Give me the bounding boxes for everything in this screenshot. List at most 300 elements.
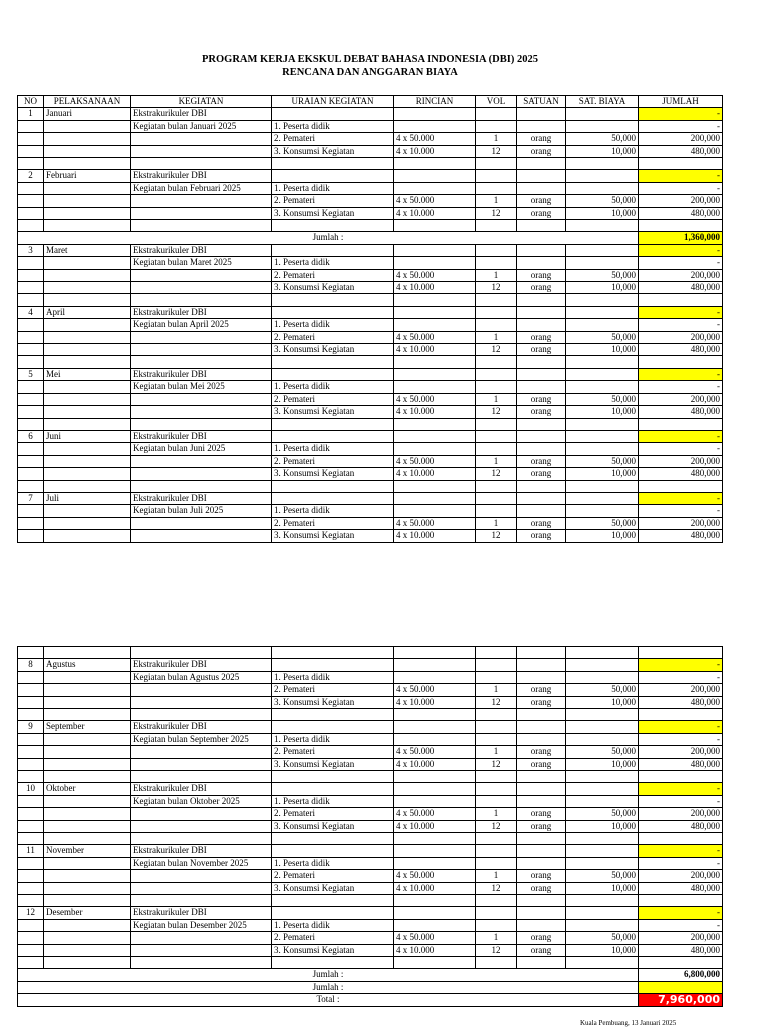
table-row-item (18, 820, 723, 832)
vol-cell: 1 (476, 195, 517, 207)
empty-cell (18, 220, 44, 232)
empty-cell (394, 430, 476, 442)
table-row-item (18, 406, 723, 418)
satuan-cell: orang (517, 145, 566, 157)
kegiatan-desc (131, 468, 272, 480)
table-row-month-header (18, 108, 723, 120)
month-name: Juni (44, 430, 131, 442)
empty-cell (131, 771, 272, 783)
empty-cell (639, 220, 723, 232)
uraian-cell: 2. Pemateri (272, 808, 394, 820)
vol-cell (476, 443, 517, 455)
table-row-month-header (18, 244, 723, 256)
column-header: SATUAN (517, 96, 566, 108)
empty-cell (44, 120, 131, 132)
jumlah-cell: 200,000 (639, 808, 723, 820)
empty-cell (272, 294, 394, 306)
vol-cell: 1 (476, 331, 517, 343)
empty-cell (394, 647, 476, 659)
rincian-cell: 4 x 10.000 (394, 282, 476, 294)
jumlah-cell: 480,000 (639, 944, 723, 956)
empty-cell (639, 647, 723, 659)
biaya-cell: 50,000 (566, 746, 639, 758)
uraian-cell: 3. Konsumsi Kegiatan (272, 530, 394, 542)
empty-cell (44, 771, 131, 783)
empty-cell (44, 331, 131, 343)
kegiatan-desc (131, 195, 272, 207)
uraian-cell: 1. Peserta didik (272, 671, 394, 683)
empty-cell (517, 709, 566, 721)
kegiatan-desc: Kegiatan bulan November 2025 (131, 857, 272, 869)
doc-title: PROGRAM KERJA EKSKUL DEBAT BAHASA INDONESIA (DBI) 2025 (202, 54, 538, 65)
vol-cell: 12 (476, 207, 517, 219)
column-header: RINCIAN (394, 96, 476, 108)
jumlah-highlight: - (639, 170, 723, 182)
satuan-cell: orang (517, 530, 566, 542)
empty-cell (476, 480, 517, 492)
empty-cell (517, 659, 566, 671)
jumlah-cell: 480,000 (639, 468, 723, 480)
table-row-item (18, 319, 723, 331)
empty-cell (476, 647, 517, 659)
kegiatan-desc (131, 331, 272, 343)
jumlah-cell: 200,000 (639, 195, 723, 207)
table-row-item (18, 671, 723, 683)
empty-cell (272, 244, 394, 256)
table-row-empty (18, 647, 723, 659)
kegiatan-desc: Kegiatan bulan Maret 2025 (131, 257, 272, 269)
empty-cell (394, 220, 476, 232)
month-name: Januari (44, 108, 131, 120)
kegiatan-desc (131, 145, 272, 157)
kegiatan-desc (131, 406, 272, 418)
empty-cell (272, 480, 394, 492)
empty-cell (272, 659, 394, 671)
empty-cell (566, 709, 639, 721)
empty-cell (566, 771, 639, 783)
empty-cell (639, 480, 723, 492)
empty-cell (394, 306, 476, 318)
rincian-cell: 4 x 10.000 (394, 207, 476, 219)
empty-cell (18, 133, 44, 145)
empty-cell (394, 895, 476, 907)
empty-cell (476, 294, 517, 306)
empty-cell (44, 418, 131, 430)
uraian-cell: 3. Konsumsi Kegiatan (272, 758, 394, 770)
uraian-cell: 3. Konsumsi Kegiatan (272, 406, 394, 418)
satuan-cell (517, 319, 566, 331)
satuan-cell: orang (517, 820, 566, 832)
empty-cell (394, 368, 476, 380)
empty-cell (18, 282, 44, 294)
rincian-cell: 4 x 50.000 (394, 684, 476, 696)
empty-cell (18, 919, 44, 931)
empty-cell (18, 480, 44, 492)
row-number: 4 (18, 306, 44, 318)
empty-cell (476, 306, 517, 318)
biaya-cell: 50,000 (566, 455, 639, 467)
empty-cell (566, 895, 639, 907)
month-name: Maret (44, 244, 131, 256)
empty-cell (394, 771, 476, 783)
empty-cell (44, 443, 131, 455)
kegiatan-desc (131, 517, 272, 529)
vol-cell: 1 (476, 269, 517, 281)
rincian-cell: 4 x 50.000 (394, 808, 476, 820)
kegiatan-desc: Kegiatan bulan April 2025 (131, 319, 272, 331)
vol-cell: 12 (476, 882, 517, 894)
table-row-empty (18, 294, 723, 306)
table-row-empty (18, 356, 723, 368)
empty-cell (394, 957, 476, 969)
empty-cell (44, 145, 131, 157)
empty-cell (394, 418, 476, 430)
empty-cell (18, 709, 44, 721)
rincian-cell: 4 x 10.000 (394, 882, 476, 894)
table-row-item (18, 145, 723, 157)
kegiatan-desc (131, 393, 272, 405)
jumlah-cell: - (639, 857, 723, 869)
empty-cell (44, 919, 131, 931)
table-row-item (18, 733, 723, 745)
empty-cell (44, 758, 131, 770)
empty-cell (44, 133, 131, 145)
uraian-cell: 3. Konsumsi Kegiatan (272, 882, 394, 894)
empty-cell (394, 294, 476, 306)
rincian-cell: 4 x 10.000 (394, 696, 476, 708)
biaya-cell (566, 381, 639, 393)
jumlah-cell: - (639, 257, 723, 269)
jumlah-highlight: - (639, 721, 723, 733)
empty-cell (566, 833, 639, 845)
satuan-cell (517, 182, 566, 194)
rincian-cell: 4 x 10.000 (394, 758, 476, 770)
empty-cell (44, 684, 131, 696)
empty-cell (18, 182, 44, 194)
table-row-item (18, 808, 723, 820)
uraian-cell: 2. Pemateri (272, 195, 394, 207)
empty-cell (566, 158, 639, 170)
column-header: KEGIATAN (131, 96, 272, 108)
uraian-cell: 3. Konsumsi Kegiatan (272, 944, 394, 956)
empty-cell (18, 120, 44, 132)
vol-cell: 12 (476, 406, 517, 418)
uraian-cell: 2. Pemateri (272, 455, 394, 467)
rincian-cell: 4 x 50.000 (394, 932, 476, 944)
empty-cell (131, 158, 272, 170)
table-row-item (18, 443, 723, 455)
table-row-item (18, 919, 723, 931)
empty-cell (566, 430, 639, 442)
table-row-item (18, 331, 723, 343)
vol-cell: 12 (476, 344, 517, 356)
rincian-cell: 4 x 10.000 (394, 820, 476, 832)
empty-cell (272, 418, 394, 430)
kegiatan-desc (131, 808, 272, 820)
jumlah-highlight: - (639, 845, 723, 857)
empty-cell (517, 647, 566, 659)
biaya-cell (566, 857, 639, 869)
kegiatan-desc (131, 455, 272, 467)
column-header: URAIAN KEGIATAN (272, 96, 394, 108)
kegiatan-title: Ekstrakurikuler DBI (131, 492, 272, 504)
empty-cell (566, 244, 639, 256)
empty-cell (272, 833, 394, 845)
empty-cell (476, 418, 517, 430)
empty-cell (476, 783, 517, 795)
subtotal-row-empty (18, 981, 723, 993)
table-row-empty (18, 480, 723, 492)
empty-cell (18, 530, 44, 542)
kegiatan-desc (131, 746, 272, 758)
biaya-cell: 50,000 (566, 808, 639, 820)
kegiatan-desc: Kegiatan bulan Februari 2025 (131, 182, 272, 194)
empty-cell (566, 220, 639, 232)
empty-cell (272, 907, 394, 919)
row-number: 6 (18, 430, 44, 442)
jumlah-cell: - (639, 443, 723, 455)
vol-cell (476, 671, 517, 683)
empty-cell (18, 895, 44, 907)
rincian-cell (394, 505, 476, 517)
month-name: Mei (44, 368, 131, 380)
empty-cell (517, 430, 566, 442)
biaya-cell: 50,000 (566, 870, 639, 882)
uraian-cell: 3. Konsumsi Kegiatan (272, 282, 394, 294)
vol-cell: 1 (476, 455, 517, 467)
month-name: September (44, 721, 131, 733)
empty-cell (44, 808, 131, 820)
jumlah-cell: 480,000 (639, 344, 723, 356)
jumlah-cell: 200,000 (639, 331, 723, 343)
jumlah-cell: 480,000 (639, 882, 723, 894)
satuan-cell: orang (517, 468, 566, 480)
empty-cell (131, 647, 272, 659)
empty-cell (44, 220, 131, 232)
jumlah-highlight: - (639, 492, 723, 504)
empty-cell (566, 418, 639, 430)
kegiatan-title: Ekstrakurikuler DBI (131, 721, 272, 733)
total-label: Jumlah : (18, 232, 639, 244)
uraian-cell: 2. Pemateri (272, 393, 394, 405)
satuan-cell: orang (517, 393, 566, 405)
month-name: Juli (44, 492, 131, 504)
vol-cell (476, 733, 517, 745)
total-value (639, 981, 723, 993)
empty-cell (517, 294, 566, 306)
empty-cell (476, 833, 517, 845)
jumlah-cell: 200,000 (639, 269, 723, 281)
empty-cell (566, 907, 639, 919)
biaya-cell: 50,000 (566, 932, 639, 944)
empty-cell (272, 492, 394, 504)
satuan-cell: orang (517, 517, 566, 529)
satuan-cell: orang (517, 133, 566, 145)
empty-cell (566, 957, 639, 969)
jumlah-highlight: - (639, 306, 723, 318)
empty-cell (44, 393, 131, 405)
vol-cell (476, 182, 517, 194)
vol-cell: 1 (476, 684, 517, 696)
jumlah-cell: 480,000 (639, 145, 723, 157)
column-header: JUMLAH (639, 96, 723, 108)
row-number: 12 (18, 907, 44, 919)
empty-cell (476, 244, 517, 256)
biaya-cell: 10,000 (566, 944, 639, 956)
rincian-cell: 4 x 10.000 (394, 944, 476, 956)
empty-cell (272, 306, 394, 318)
empty-cell (44, 294, 131, 306)
table-row-empty (18, 158, 723, 170)
empty-cell (18, 418, 44, 430)
empty-cell (394, 845, 476, 857)
kegiatan-desc (131, 207, 272, 219)
empty-cell (639, 833, 723, 845)
satuan-cell (517, 257, 566, 269)
rincian-cell (394, 257, 476, 269)
empty-cell (18, 455, 44, 467)
table-row-item (18, 758, 723, 770)
empty-cell (476, 659, 517, 671)
table-row-month-header (18, 492, 723, 504)
empty-cell (517, 244, 566, 256)
empty-cell (566, 368, 639, 380)
empty-cell (394, 721, 476, 733)
biaya-cell: 50,000 (566, 269, 639, 281)
empty-cell (18, 795, 44, 807)
rincian-cell (394, 671, 476, 683)
empty-cell (44, 895, 131, 907)
empty-cell (566, 721, 639, 733)
empty-cell (272, 368, 394, 380)
empty-cell (517, 845, 566, 857)
empty-cell (566, 294, 639, 306)
table-row-item (18, 182, 723, 194)
jumlah-cell: 480,000 (639, 282, 723, 294)
row-number: 2 (18, 170, 44, 182)
empty-cell (18, 195, 44, 207)
kegiatan-desc: Kegiatan bulan Januari 2025 (131, 120, 272, 132)
month-name: Desember (44, 907, 131, 919)
empty-cell (476, 957, 517, 969)
jumlah-cell: 480,000 (639, 406, 723, 418)
row-number: 11 (18, 845, 44, 857)
uraian-cell: 2. Pemateri (272, 932, 394, 944)
empty-cell (476, 356, 517, 368)
biaya-cell: 10,000 (566, 530, 639, 542)
biaya-cell (566, 919, 639, 931)
empty-cell (44, 795, 131, 807)
empty-cell (272, 957, 394, 969)
empty-cell (44, 195, 131, 207)
kegiatan-title: Ekstrakurikuler DBI (131, 368, 272, 380)
empty-cell (517, 220, 566, 232)
uraian-cell: 3. Konsumsi Kegiatan (272, 696, 394, 708)
empty-cell (44, 733, 131, 745)
kegiatan-desc (131, 684, 272, 696)
jumlah-cell: 200,000 (639, 870, 723, 882)
satuan-cell (517, 120, 566, 132)
uraian-cell: 3. Konsumsi Kegiatan (272, 468, 394, 480)
jumlah-cell: 480,000 (639, 758, 723, 770)
kegiatan-title: Ekstrakurikuler DBI (131, 244, 272, 256)
kegiatan-desc: Kegiatan bulan Mei 2025 (131, 381, 272, 393)
biaya-cell: 50,000 (566, 195, 639, 207)
table-row-item (18, 269, 723, 281)
empty-cell (476, 721, 517, 733)
jumlah-highlight: - (639, 430, 723, 442)
empty-cell (44, 857, 131, 869)
empty-cell (272, 158, 394, 170)
empty-cell (18, 696, 44, 708)
vol-cell (476, 795, 517, 807)
jumlah-cell: 200,000 (639, 393, 723, 405)
jumlah-cell: 200,000 (639, 517, 723, 529)
rincian-cell (394, 919, 476, 931)
table-row-item (18, 696, 723, 708)
empty-cell (18, 647, 44, 659)
empty-cell (517, 108, 566, 120)
biaya-cell: 50,000 (566, 133, 639, 145)
uraian-cell: 3. Konsumsi Kegiatan (272, 344, 394, 356)
biaya-cell: 10,000 (566, 344, 639, 356)
uraian-cell: 1. Peserta didik (272, 857, 394, 869)
kegiatan-desc: Kegiatan bulan September 2025 (131, 733, 272, 745)
jumlah-cell: - (639, 919, 723, 931)
table-row-item (18, 282, 723, 294)
empty-cell (517, 368, 566, 380)
empty-cell (18, 808, 44, 820)
empty-cell (44, 455, 131, 467)
kegiatan-desc: Kegiatan bulan Juni 2025 (131, 443, 272, 455)
empty-cell (44, 207, 131, 219)
kegiatan-title: Ekstrakurikuler DBI (131, 306, 272, 318)
empty-cell (272, 709, 394, 721)
empty-cell (131, 418, 272, 430)
empty-cell (272, 783, 394, 795)
table-row-item (18, 530, 723, 542)
empty-cell (18, 746, 44, 758)
empty-cell (131, 833, 272, 845)
empty-cell (517, 771, 566, 783)
satuan-cell: orang (517, 406, 566, 418)
empty-cell (44, 932, 131, 944)
empty-cell (44, 944, 131, 956)
rincian-cell (394, 795, 476, 807)
uraian-cell: 2. Pemateri (272, 746, 394, 758)
total-label: Jumlah : (18, 969, 639, 981)
uraian-cell: 1. Peserta didik (272, 319, 394, 331)
biaya-cell: 10,000 (566, 145, 639, 157)
table-row-item (18, 133, 723, 145)
table-row-month-header (18, 368, 723, 380)
satuan-cell: orang (517, 195, 566, 207)
month-name: April (44, 306, 131, 318)
table-row-item (18, 344, 723, 356)
budget-table-page1 (17, 95, 723, 543)
empty-cell (476, 771, 517, 783)
empty-cell (131, 294, 272, 306)
empty-cell (517, 306, 566, 318)
rincian-cell (394, 733, 476, 745)
doc-subtitle: RENCANA DAN ANGGARAN BIAYA (282, 67, 458, 78)
vol-cell: 1 (476, 393, 517, 405)
table-row-item (18, 455, 723, 467)
kegiatan-desc (131, 696, 272, 708)
empty-cell (639, 771, 723, 783)
jumlah-cell: - (639, 182, 723, 194)
satuan-cell: orang (517, 870, 566, 882)
